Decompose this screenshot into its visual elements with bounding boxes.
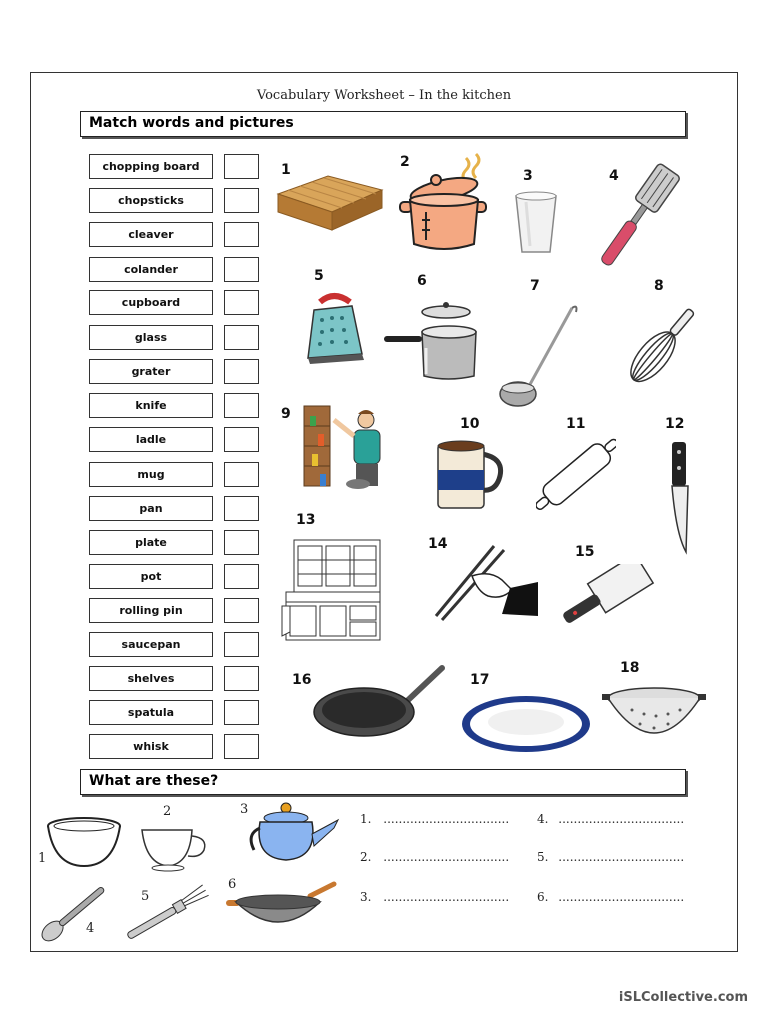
picture-number: 17: [470, 672, 490, 688]
pot-picture: [396, 150, 492, 254]
answer-dots: .................................: [558, 850, 685, 864]
section-match-header: Match words and pictures: [80, 111, 686, 137]
answer-box[interactable]: [224, 222, 259, 247]
picture-number: 4: [609, 168, 619, 184]
rolling-pin-picture: [536, 428, 616, 522]
answer-dots: .................................: [383, 812, 510, 826]
word-box: whisk: [89, 734, 213, 759]
word-box: cleaver: [89, 222, 213, 247]
picture-number: 1: [281, 162, 291, 178]
word-box: saucepan: [89, 632, 213, 657]
answer-box[interactable]: [224, 188, 259, 213]
answer-box[interactable]: [224, 530, 259, 555]
answer-box[interactable]: [224, 734, 259, 759]
glass-picture: [512, 190, 560, 258]
saucepan-picture: [382, 298, 478, 384]
answer-box[interactable]: [224, 462, 259, 487]
pan-picture: [312, 662, 446, 742]
word-box: mug: [89, 462, 213, 487]
answer-box[interactable]: [224, 564, 259, 589]
spoon-picture: [32, 878, 116, 948]
cleaver-picture: [562, 564, 660, 642]
picture-number: 18: [620, 660, 640, 676]
word-box: colander: [89, 257, 213, 282]
small-picture-number: 1: [38, 851, 47, 866]
knife-picture: [664, 438, 696, 556]
cupboard-picture: [280, 536, 384, 644]
word-box: plate: [89, 530, 213, 555]
word-box: knife: [89, 393, 213, 418]
picture-number: 3: [523, 168, 533, 184]
small-picture-number: 6: [228, 877, 237, 892]
grater-picture: [304, 292, 366, 364]
answer-box[interactable]: [224, 496, 259, 521]
answer-line-1[interactable]: [360, 812, 509, 826]
wok-picture: [226, 880, 338, 936]
chopping-board-picture: [268, 172, 386, 238]
picture-number: 8: [654, 278, 664, 294]
spatula-picture: [596, 162, 692, 274]
answer-line-4[interactable]: [537, 812, 684, 826]
cup-picture: [138, 826, 212, 872]
word-box: pan: [89, 496, 213, 521]
answer-box[interactable]: [224, 290, 259, 315]
picture-number: 10: [460, 416, 480, 432]
answer-line-5[interactable]: [537, 850, 684, 864]
picture-number: 12: [665, 416, 685, 432]
answer-number: 4.: [537, 812, 549, 826]
picture-number: 15: [575, 544, 595, 560]
answer-box[interactable]: [224, 393, 259, 418]
answer-box[interactable]: [224, 632, 259, 657]
answer-dots: .................................: [558, 890, 685, 904]
small-picture-number: 3: [240, 802, 249, 817]
answer-number: 2.: [360, 850, 372, 864]
picture-number: 2: [400, 154, 410, 170]
section-what-header: What are these?: [80, 769, 686, 795]
word-box: spatula: [89, 700, 213, 725]
fork-picture: [120, 884, 216, 942]
answer-box[interactable]: [224, 154, 259, 179]
small-picture-number: 4: [86, 921, 95, 936]
word-box: rolling pin: [89, 598, 213, 623]
word-box: ladle: [89, 427, 213, 452]
shelves-picture: [300, 404, 396, 490]
picture-number: 7: [530, 278, 540, 294]
answer-number: 5.: [537, 850, 549, 864]
small-picture-number: 2: [163, 804, 172, 819]
answer-box[interactable]: [224, 598, 259, 623]
whisk-picture: [622, 298, 700, 394]
worksheet-title: Vocabulary Worksheet – In the kitchen: [256, 88, 512, 103]
picture-number: 11: [566, 416, 586, 432]
answer-box[interactable]: [224, 325, 259, 350]
mug-picture: [434, 434, 504, 514]
answer-line-3[interactable]: [360, 890, 509, 904]
word-box: shelves: [89, 666, 213, 691]
plate-picture: [460, 692, 592, 756]
answer-box[interactable]: [224, 257, 259, 282]
answer-line-2[interactable]: [360, 850, 509, 864]
answer-box[interactable]: [224, 700, 259, 725]
answer-number: 1.: [360, 812, 372, 826]
small-picture-number: 5: [141, 889, 150, 904]
word-box: cupboard: [89, 290, 213, 315]
word-box: glass: [89, 325, 213, 350]
picture-number: 14: [428, 536, 448, 552]
answer-line-6[interactable]: [537, 890, 684, 904]
word-box: chopping board: [89, 154, 213, 179]
picture-number: 16: [292, 672, 312, 688]
colander-picture: [602, 680, 706, 750]
answer-number: 3.: [360, 890, 372, 904]
picture-number: 13: [296, 512, 316, 528]
answer-dots: .................................: [383, 890, 510, 904]
answer-box[interactable]: [224, 666, 259, 691]
picture-number: 6: [417, 273, 427, 289]
picture-number: 9: [281, 406, 291, 422]
bowl-picture: [44, 814, 124, 870]
answer-box[interactable]: [224, 359, 259, 384]
teapot-picture: [246, 802, 342, 866]
answer-box[interactable]: [224, 427, 259, 452]
picture-number: 5: [314, 268, 324, 284]
word-box: grater: [89, 359, 213, 384]
word-box: chopsticks: [89, 188, 213, 213]
answer-number: 6.: [537, 890, 549, 904]
site-watermark: iSLCollective.com: [618, 990, 748, 1005]
answer-dots: .................................: [383, 850, 510, 864]
answer-dots: .................................: [558, 812, 685, 826]
chopsticks-picture: [428, 542, 540, 622]
ladle-picture: [498, 302, 582, 412]
word-box: pot: [89, 564, 213, 589]
